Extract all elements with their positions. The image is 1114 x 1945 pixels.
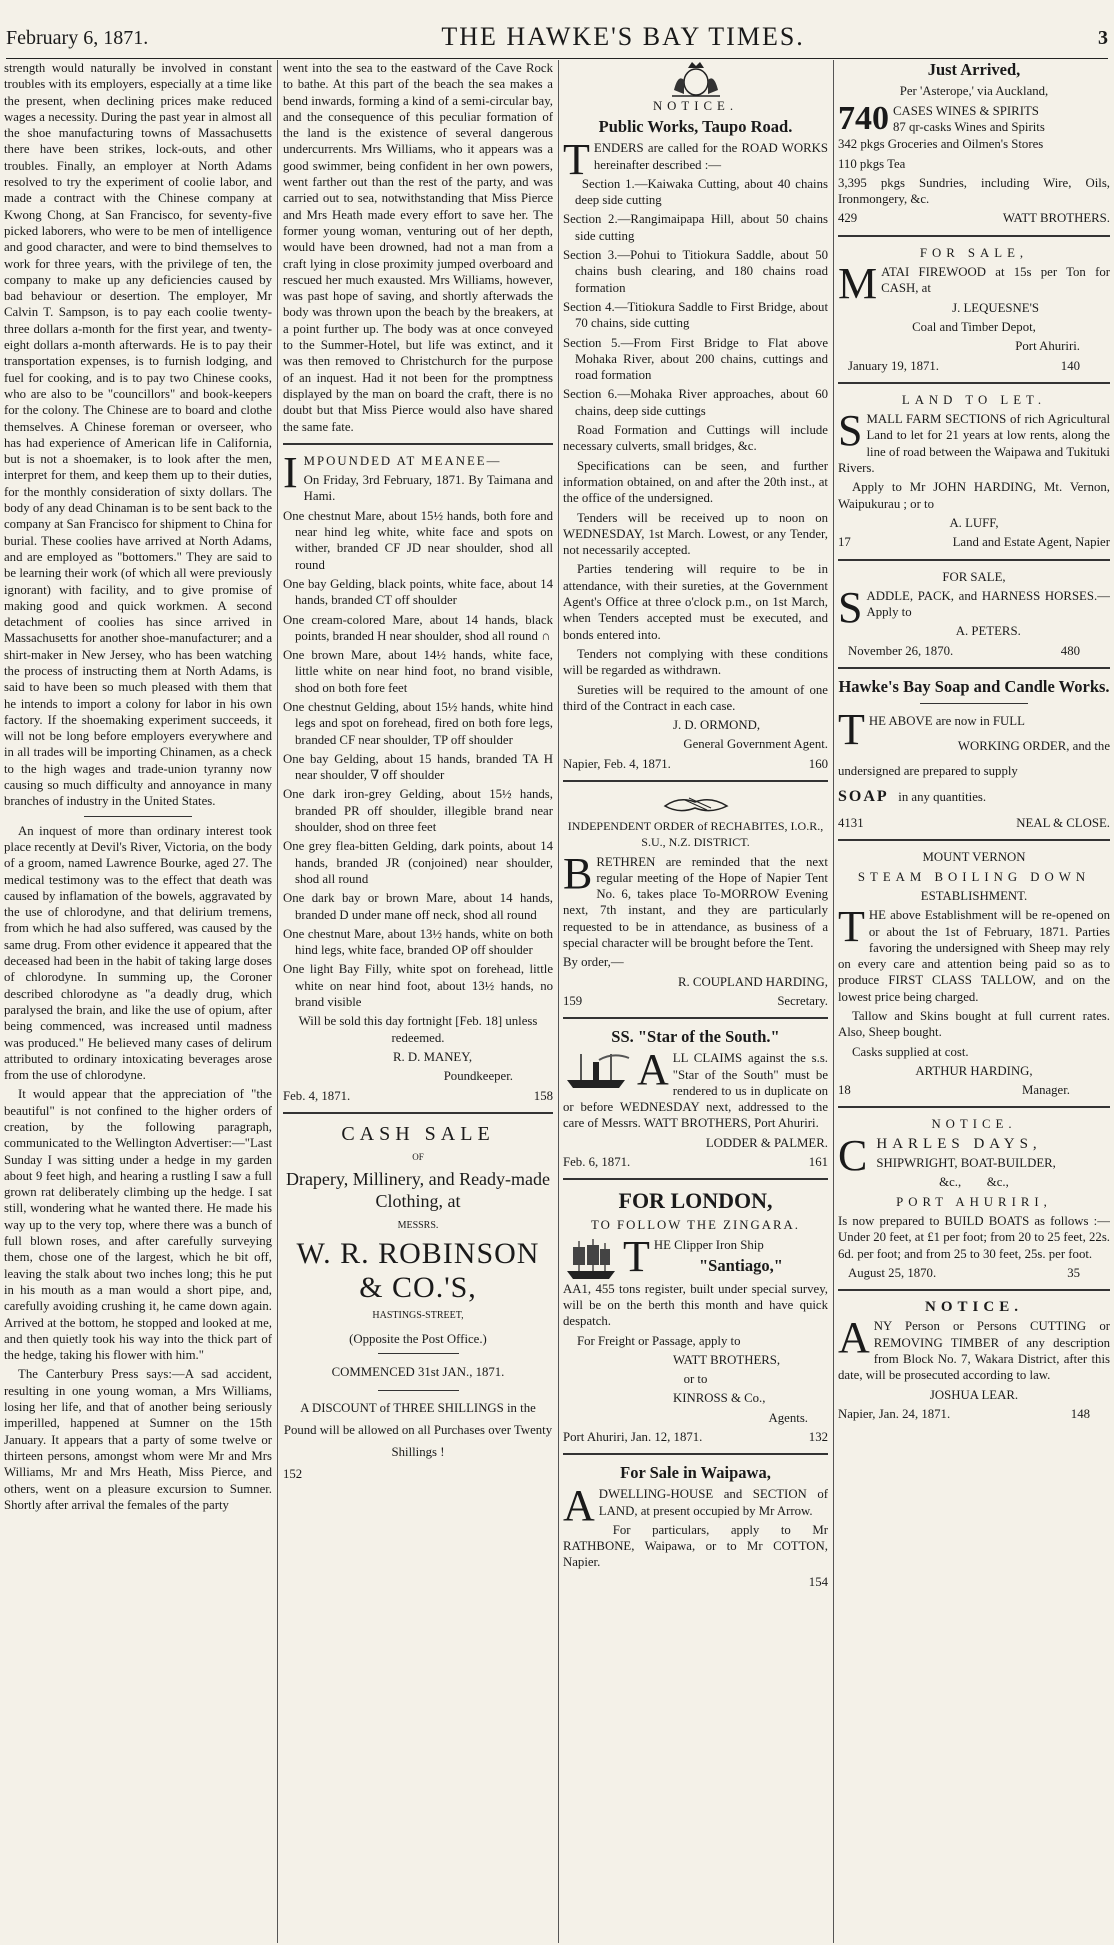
impound-item: One brown Mare, about 14½ hands, white face, little white on near hind foot, no brand visible, shod on both fore feet	[283, 648, 553, 695]
cash-sale-commenced: COMMENCED 31st JAN., 1871.	[331, 1365, 505, 1379]
divider	[838, 559, 1110, 561]
cash-sale-street: HASTINGS-STREET,	[372, 1310, 464, 1322]
soap-signature: NEAL & CLOSE.	[1016, 816, 1110, 831]
notice-heading: NOTICE.	[652, 99, 739, 113]
ad-number: 429	[838, 211, 858, 226]
ad-number: 132	[808, 1430, 828, 1444]
mount-vernon-signature: ARTHUR HARDING,	[915, 1063, 1033, 1078]
mount-vernon-para: Casks supplied at cost.	[852, 1044, 969, 1059]
ad-number: 161	[808, 1155, 828, 1170]
london-text: AA1, 455 tons register, built under special survey, will be on the berth this month and have quick despatch.	[563, 1281, 828, 1329]
cash-sale-ad	[283, 1122, 553, 1483]
tender-section: Section 2.—Rangimaipapa Hill, about 50 chains side cutting	[563, 212, 828, 243]
divider	[563, 1453, 828, 1455]
ad-number: 4131	[838, 816, 864, 831]
page-number: 3	[1097, 27, 1108, 49]
waipawa-title: For Sale in Waipawa,	[620, 1463, 771, 1483]
just-arrived-item: 110 pkgs Tea	[838, 156, 906, 171]
star-south-signature: LODDER & PALMER.	[705, 1135, 828, 1150]
mount-vernon-title: MOUNT VERNON	[922, 850, 1026, 865]
newspaper-title: THE HAWKE'S BAY TIMES.	[441, 22, 805, 51]
clasped-hands-icon	[661, 790, 731, 818]
impound-item: One bay Gelding, about 15 hands, branded TA H near shoulder, ∇ off shoulder	[283, 751, 553, 783]
sailing-ship-icon	[563, 1237, 619, 1281]
public-works-signature: J. D. ORMOND,	[673, 718, 761, 733]
drop-cap: A	[838, 1313, 870, 1363]
soap-works-title: Hawke's Bay Soap and Candle Works.	[838, 677, 1110, 697]
drop-cap: A	[563, 1481, 595, 1531]
column-rule	[277, 60, 278, 1943]
ad-number: 158	[533, 1088, 553, 1103]
charles-days-date: August 25, 1870.	[848, 1265, 937, 1280]
cash-sale-title: CASH SALE	[341, 1122, 495, 1145]
just-arrived-item: 3,395 pkgs Sundries, including Wire, Oils, Ironmongery, &c.	[838, 175, 1110, 207]
cash-sale-of: OF	[412, 1151, 424, 1162]
public-works-title: Public Works, Taupo Road.	[598, 117, 793, 137]
public-works-para: Sureties will be required to the amount of one third of the Contract in each case.	[563, 682, 828, 713]
article-rat-and-rose: It would appear that the appreciation of "the beautiful" is not confined to the higher orders of creation, by the following paragraph, communicated to the Wellington Advertiser:—"Last Sunday I was sitting under a hedge in my garden about 9 feet high, and hearing a rustling I saw a full grown rat deliberately climbing up the hedge. I sat still, wondering what he wanted there. He made his way up to the very top, where there was a bunch of full blown roses, and after carefully surveying them, chose one of the largest, which he bit off, leaving the stalk about two inches long; this he put in his mouth as a man would a short pipe, and, carefully avoiding crushing it, he came down again. Arrived at the bottom, he stopped and looked at me, and then quietly took his way into the thick part of the hedge, taking his flower with him."	[4, 1087, 272, 1363]
saddle-signature: A. PETERS.	[955, 624, 1021, 639]
saddle-title: FOR SALE,	[942, 569, 1006, 584]
soap-line: HE ABOVE are now in FULL	[868, 714, 1025, 729]
just-arrived-signature: WATT BROTHERS.	[1002, 211, 1110, 226]
divider	[378, 1353, 459, 1354]
article-chlorodyne-inquest: An inquest of more than ordinary interest took place recently at Devil's River, Victoria, on the body of a groom, named Lawrence Bourke, aged 27. The medical testimony was to the effect that death was caused by inflamation of the bowels, aggravated by the use of chlorodyne, and that delirium tremens, from which he had also suffered, was caused by the same drug. From other evidence it appeared that the deceased had been in the habit of taking large doses of chlorodyne. In summing up, the Coroner described chlorodyne as "a deadly drug, which paralysed the brain, and like the use of opium, after being commenced, was increased until madness was produced." He believed many cases of delirum attributed to ordinary intoxicating beverages arose from the use of chlorodyne.	[4, 823, 272, 1083]
just-arrived-per: Per 'Asterope,' via Auckland,	[899, 84, 1049, 98]
column-rule	[558, 60, 559, 1943]
divider	[563, 1017, 828, 1019]
impound-item: One chestnut Mare, about 13½ hands, white on both hind legs, white face, branded OP off shoulder	[283, 926, 553, 958]
charles-days-etc: &c., &c.,	[939, 1175, 1009, 1190]
mount-vernon-title: STEAM BOILING DOWN	[857, 869, 1091, 884]
cases-count: 740	[838, 100, 889, 138]
ad-number: 18	[838, 1083, 851, 1098]
divider	[378, 1390, 459, 1391]
divider	[838, 382, 1110, 384]
impound-date: On Friday, 3rd February, 1871. By Taimana and Hami.	[303, 473, 553, 504]
column-3	[563, 60, 828, 1943]
drop-cap: S	[838, 406, 863, 456]
mount-vernon-para: Tallow and Skins bought at full current rates. Also, Sheep bought.	[838, 1008, 1110, 1040]
ad-number: 140	[1060, 358, 1080, 373]
firewood-port: Port Ahuriri.	[1015, 339, 1080, 354]
ad-number: 17	[838, 535, 851, 550]
public-works-date: Napier, Feb. 4, 1871.	[563, 756, 671, 771]
mount-vernon-sig-title: Manager.	[1022, 1083, 1070, 1098]
drop-cap: I	[283, 447, 300, 497]
soap-line: undersigned are prepared to supply	[838, 764, 1018, 779]
impound-notice-date: Feb. 4, 1871.	[283, 1088, 351, 1103]
star-south-text: LL CLAIMS against the s.s. "Star of the South" must be rendered to us in duplicate on or before WEDNESDAY next, addressed to the care of Messrs. WATT BROTHERS, Port Ahuriri.	[563, 1051, 828, 1131]
drop-cap: M	[838, 259, 878, 309]
tender-section: Section 4.—Titiokura Saddle to First Bridge, about 70 chains, side cutting	[563, 299, 828, 331]
charles-days-trade: SHIPWRIGHT, BOAT-BUILDER,	[876, 1156, 1056, 1171]
impounded-notice	[283, 447, 553, 1104]
london-or: or to	[683, 1372, 708, 1387]
public-works-para: Tenders not complying with these conditions will be regarded as withdrawn.	[563, 646, 828, 678]
lear-signature: JOSHUA LEAR.	[929, 1387, 1019, 1402]
impound-item: One light Bay Filly, white spot on forehead, little white on near hind foot, about 13½ hands, no brand visible	[283, 962, 553, 1010]
star-south-date: Feb. 6, 1871.	[563, 1155, 631, 1170]
divider	[838, 235, 1110, 237]
ad-number: 35	[1067, 1265, 1080, 1280]
sections-list	[563, 176, 828, 419]
saddle-date: November 26, 1870.	[848, 643, 954, 658]
public-works-intro: ENDERS are called for the ROAD WORKS hereinafter described :—	[593, 141, 828, 172]
just-arrived-item: 342 pkgs Groceries and Oilmen's Stores	[838, 137, 1044, 152]
london-subtitle: TO FOLLOW THE ZINGARA.	[591, 1218, 800, 1233]
firewood-depot: Coal and Timber Depot,	[912, 319, 1036, 334]
cash-sale-goods: Drapery, Millinery, and Ready-made Clothing, at	[285, 1169, 551, 1212]
rechabites-title: INDEPENDENT ORDER of RECHABITES, I.O.R., S.U., N.Z. DISTRICT.	[567, 818, 824, 850]
tender-section: Section 3.—Pohui to Titiokura Saddle, about 50 chains bush clearing, and 180 chains road formation	[563, 248, 828, 295]
london-agents: Agents.	[768, 1410, 808, 1425]
impound-item: One dark iron-grey Gelding, about 15½ hands, branded PR off shoulder, illegible brand near shoulder, shod on three feet	[283, 787, 553, 835]
land-to-let-agent: Land and Estate Agent, Napier	[952, 535, 1110, 550]
london-ship: HE Clipper Iron Ship	[653, 1237, 764, 1252]
notice-heading: NOTICE.	[931, 1117, 1017, 1132]
waipawa-particulars: For particulars, apply to Mr RATHBONE, Waipawa, or to Mr COTTON, Napier.	[563, 1522, 828, 1570]
drop-cap: C	[838, 1130, 873, 1180]
public-works-para: Parties tendering will require to be in attendance, with their sureties, at the Government Agent's Office at three o'clock p.m., on 1st March, when Tenders accepted must be executed, and bonds entered into.	[563, 562, 828, 642]
qr-casks-label: 87 qr-casks Wines and Spirits	[893, 120, 1045, 135]
firewood-date: January 19, 1871.	[848, 358, 939, 373]
article-sumner-accident: The Canterbury Press says:—A sad accident, resulting in one young woman, a Mrs Williams, losing her life, and that of another being seriously imperilled, happened at Sumner on the 15th January. It appears that a party of some twelve or thirteen persons, amongst whom were Mr and Mrs Williams, Mr and Mrs Heath, Miss Pierce, and others, went on a pleasure excursion to Sumner. Shortly after arrival the females of the party	[4, 1367, 272, 1512]
rechabites-signature: R. COUPLAND HARDING,	[677, 974, 828, 989]
ad-number: 160	[808, 756, 828, 771]
divider	[838, 1289, 1110, 1291]
charles-days-text: Is now prepared to BUILD BOATS as follows :—Under 20 feet, at £1 per foot; from 20 to 25 feet, 22s. 6d. per foot; and from 25 to 30 feet, 25s. per foot.	[838, 1213, 1110, 1261]
firewood-title: FOR SALE,	[919, 245, 1029, 260]
impound-item: One bay Gelding, black points, white face, about 14 hands, branded CT off shoulder	[283, 576, 553, 608]
impound-sig-title: Poundkeeper.	[443, 1069, 513, 1084]
column-2	[283, 60, 553, 1943]
london-title: FOR LONDON,	[618, 1188, 773, 1214]
column-rule	[833, 60, 834, 1943]
rechabites-sig-title: Secretary.	[777, 993, 828, 1008]
firewood-firm: J. LEQUESNE'S	[952, 300, 1040, 315]
drop-cap: T	[563, 135, 590, 185]
public-works-para: Tenders will be received up to noon on WEDNESDAY, 1st March. Lowest, or any Tender, not necessarily accepted.	[563, 510, 828, 558]
rechabites-by-order: By order,—	[563, 955, 624, 970]
impound-item: One chestnut Mare, about 15½ hands, both fore and near hind leg white, white face and spots on wither, branded CF JD near shoulder, shod all round	[283, 508, 553, 572]
divider	[283, 1112, 553, 1114]
wines-line	[838, 102, 1110, 136]
drop-cap: S	[838, 582, 863, 632]
ad-number: 152	[283, 1467, 303, 1482]
impound-item: One chestnut Gelding, about 15½ hands, white hind legs and spot on forehead, fired on both fore legs, branded CF near shoulder, TP off shoulder	[283, 699, 553, 747]
ad-number: 154	[808, 1574, 828, 1589]
divider	[563, 1178, 828, 1180]
tender-section: Section 6.—Mohaka River approaches, about 60 chains, deep side cuttings	[563, 387, 828, 418]
public-works-sig-title: General Government Agent.	[683, 737, 828, 752]
impound-item: One dark bay or brown Mare, about 14 hands, branded D under mane off neck, shod all round	[283, 891, 553, 922]
soap-word: SOAP	[838, 788, 889, 806]
london-date: Port Ahuriri, Jan. 12, 1871.	[563, 1430, 703, 1444]
cash-sale-messrs: MESSRS.	[397, 1220, 439, 1232]
soap-line: in any quantities.	[898, 790, 987, 805]
ad-number: 480	[1060, 643, 1080, 658]
divider	[283, 443, 553, 445]
just-arrived-title: Just Arrived,	[927, 60, 1021, 79]
land-to-let-apply: Apply to Mr JOHN HARDING, Mt. Vernon, Waipukurau ; or to	[838, 480, 1110, 511]
public-works-para: Road Formation and Cuttings will include necessary culverts, small bridges, &c.	[563, 423, 828, 454]
cash-sale-firm: W. R. ROBINSON & CO.'S,	[296, 1237, 540, 1305]
public-works-para: Specifications can be seen, and further information obtained, on and after the 20th inst., at the office of the undersigned.	[563, 458, 828, 506]
star-south-title: SS. "Star of the South."	[611, 1027, 780, 1047]
issue-date: February 6, 1871.	[6, 27, 149, 49]
masthead	[6, 4, 1108, 59]
saddle-text: ADDLE, PACK, and HARNESS HORSES.—Apply to	[866, 588, 1110, 620]
impound-signature: R. D. MANEY,	[393, 1049, 473, 1064]
charles-days-name: HARLES DAYS,	[876, 1135, 1042, 1152]
steamship-icon	[563, 1050, 633, 1090]
land-to-let-luff: A. LUFF,	[949, 515, 999, 530]
impound-heading: MPOUNDED AT MEANEE—	[303, 453, 502, 468]
drop-cap: B	[563, 848, 593, 898]
impound-sale-note: Will be sold this day fortnight [Feb. 18] unless redeemed.	[298, 1014, 538, 1045]
drop-cap: T	[623, 1236, 650, 1281]
notice-heading: NOTICE.	[925, 1299, 1023, 1316]
drop-cap: A	[637, 1050, 669, 1095]
divider	[920, 703, 1029, 704]
cash-sale-discount: A DISCOUNT of THREE SHILLINGS in the Pound will be allowed on all Purchases over Twenty Shillings !	[283, 1401, 553, 1460]
drop-cap: T	[838, 902, 865, 952]
land-to-let-text: MALL FARM SECTIONS of rich Agricultural Land to let for 21 years at low rents, along the line of road between the Waipawa and Tukituki Rivers.	[838, 412, 1110, 476]
impound-list	[283, 508, 553, 1011]
cash-sale-location: (Opposite the Post Office.)	[349, 1331, 487, 1346]
lear-date: Napier, Jan. 24, 1871.	[838, 1406, 951, 1421]
ad-number: 159	[563, 993, 583, 1008]
divider	[84, 816, 191, 817]
impound-item: One grey flea-bitten Gelding, dark points, about 14 hands, branded JR (conjoined) near shoulder, shod all round	[283, 839, 553, 886]
divider	[838, 1106, 1110, 1108]
mount-vernon-text: HE above Establishment will be re-opened on or about the 1st of February, 1871. Parties favoring the undersigned with Sheep may rely on every care and attention being paid so as to produce FIRST CLASS TALLOW, and on the lowest price being charged.	[838, 908, 1110, 1004]
tender-section: Section 1.—Kaiwaka Cutting, about 40 chains deep side cutting	[575, 176, 828, 208]
impound-item: One cream-colored Mare, about 14 hands, black points, branded H near shoulder, shod all round ∩	[283, 612, 553, 643]
london-apply: For Freight or Passage, apply to	[577, 1333, 741, 1348]
london-ship-name: "Santiago,"	[699, 1255, 783, 1275]
cases-label: CASES WINES & SPIRITS	[893, 104, 1039, 118]
article-sumner-continued: went into the sea to the eastward of the Cave Rock to bathe. At this part of the beach the sea makes a bend inwards, forming a kind of a semi-circular bay, and the consequence of this peculiar formation of the land is the existence of several dangerous undercurrents. Mrs Williams, who it appears was a good swimmer, being confident in her own powers, went farther out than the rest of the party, and was carried out to sea, notwithstanding that Miss Pierce and Mrs Heath made every effort to save her. The former young woman, venturing out of her depth, would have been drowned, had not a man from a craft lying in close proximity jumped overboard and rescued her much exausted. Mrs Williams, however, was past hope of saving, and shortly afterwads the body was thrown upon the beach by the breakers, at a point further up. The body was at once conveyed to the Summer-Hotel, but life was extinct, and it was then removed to Christchurch for the purpose of an inquest. Had it not been for the promptness displayed by the man on board the craft, there is no doubt but that Miss Pierce would also have shared the same fate.	[283, 61, 553, 434]
column-1	[4, 60, 272, 1943]
article-chinese-labor: strength would naturally be involved in constant troubles with its employers, especially at a time like the present, when declining prices make reduced wages a necessity. During the past year in almost all the shoe manufacturing towns of Massachusetts there have been strikes, lock-outs, and other troubles. Finally, an employer at North Adams resolved to try the experiment of coolie labor, and made a contract with the Chinese company at Kwong Chong, at San Francisco, for seventy-five picked laborers, who were to be men of intelligence and good character, and were to bind themselves to work for three years, with the privilege of ten, the company to make up any deficiencies caused by bad behaviour or desertion. The employer, Mr Calvin T. Sampson, is to pay each coolie twenty-three dollars a-month for the first year, and twenty-eight dollars a-month afterwards. He is to pay their transportation expenses, is to furnish lodging, and fuel for cooking, and is to pay two Chinese cooks, who are also to be "councillors" and book-keepers for the colony. The Chinese are to board and clothe themselves. A Chinese foreman or overseer, who has had experience of American life in California, but is not a shoemaker, is to look after the men, interpret for them, and keep them up to their duties, for the monthly consideration of sixty dollars. The body of any dead Chinaman is to be sent back to the company at San Francisco for shipment to China for burial. These coolies have arrived at North Adams, and are employed as "bottomers." They are said to be learning their work (of which all were previously ignorant) with facility, and to give promise of making good and quick workmen. A second detachment of coolies has since arrived in Massachusetts for another shoe-manufacturer; and a shirt-maker in New Jersey, who has been watching the process of instructing them at North Adams, is said to have been so much pleased with them that he intends to import a colony for labor in his own factory. If the shoemaking experiment succeeds, it will not be long before employers everywhere and in all trades will be importing Chinamen, as a check to the high wages and trade-union tyranny now causing so much difficulty and annoyance in many branches of industry in the United States.	[4, 61, 272, 809]
waipawa-text: DWELLING-HOUSE and SECTION of LAND, at present occupied by Mr Arrow.	[598, 1487, 828, 1518]
divider	[838, 667, 1110, 669]
land-to-let-title: LAND TO LET.	[901, 392, 1047, 407]
rechabites-text: RETHREN are reminded that the next regular meeting of the Hope of Napier Tent No. 6, takes place To-MORROW Evening next, 7th instant, and they are particularly requested to be in attendance, as business of a special character will be brought before the Tent.	[563, 854, 828, 951]
royal-arms-icon	[668, 60, 724, 98]
london-watt: WATT BROTHERS,	[673, 1352, 781, 1367]
column-4	[838, 60, 1110, 1943]
tender-section: Section 5.—From First Bridge to Flat above Mohaka River, about 200 chains, cuttings and road formation	[563, 335, 828, 383]
divider	[563, 780, 828, 782]
mount-vernon-title: ESTABLISHMENT.	[920, 888, 1028, 903]
soap-line: WORKING ORDER, and the	[957, 739, 1110, 754]
lear-text: NY Person or Persons CUTTING or REMOVING TIMBER of any description from Block No. 7, Wakara District, after this date, will be prosecuted according to law.	[838, 1319, 1110, 1383]
divider	[838, 839, 1110, 841]
drop-cap: T	[838, 705, 865, 755]
charles-days-port: PORT AHURIRI,	[896, 1194, 1052, 1209]
ad-number: 148	[1070, 1406, 1090, 1421]
firewood-text: ATAI FIREWOOD at 15s per Ton for CASH, at	[881, 265, 1110, 296]
london-kinross: KINROSS & Co.,	[673, 1391, 766, 1406]
